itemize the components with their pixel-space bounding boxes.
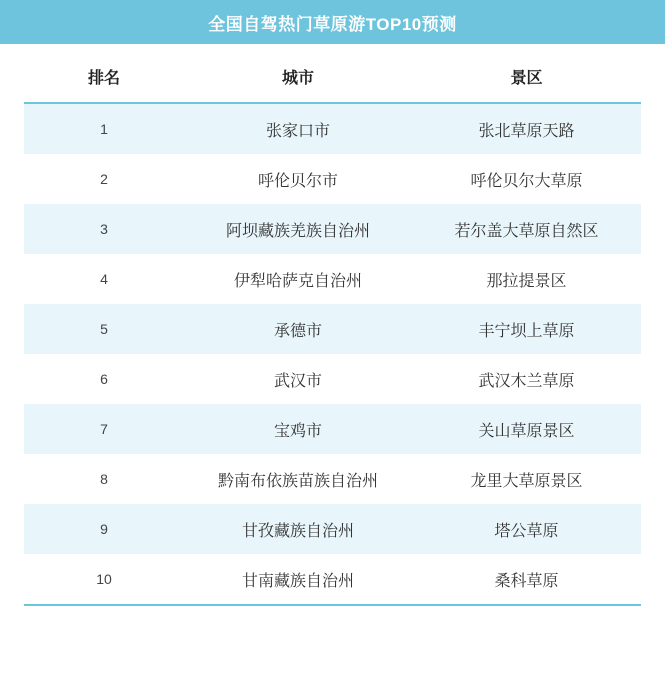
cell-city: 宝鸡市 [273,422,322,440]
cell-spot: 武汉木兰草原 [478,372,575,390]
cell-spot: 丰宁坝上草原 [478,322,575,340]
column-header-rank: 排名 [87,69,120,87]
cell-city: 伊犁哈萨克自治州 [233,272,362,290]
table-row [24,154,641,204]
cell-rank: 3 [100,221,108,237]
table-header-row [24,50,641,104]
table-row [24,204,641,254]
column-header-city: 城市 [281,69,314,87]
cell-city: 承德市 [273,322,322,340]
cell-city: 甘南藏族自治州 [241,572,354,590]
cell-city: 张家口市 [265,122,330,140]
cell-city: 黔南布依族苗族自治州 [217,472,378,490]
ranking-table [24,50,641,604]
table-row [24,454,641,504]
cell-rank: 10 [96,571,112,587]
cell-rank: 6 [100,371,108,387]
table-row [24,104,641,154]
cell-spot: 关山草原景区 [478,422,575,440]
cell-spot: 张北草原天路 [478,122,575,140]
page-title: 全国自驾热门草原游TOP10预测 [208,14,457,34]
cell-rank: 9 [100,521,108,537]
cell-spot: 若尔盖大草原自然区 [454,222,599,240]
cell-rank: 2 [100,171,108,187]
cell-city: 武汉市 [273,372,322,390]
table-row [24,504,641,554]
cell-city: 阿坝藏族羌族自治州 [225,222,370,240]
cell-rank: 7 [100,421,108,437]
cell-city: 呼伦贝尔市 [257,172,338,190]
table-row [24,254,641,304]
cell-rank: 8 [100,471,108,487]
cell-city: 甘孜藏族自治州 [241,522,354,540]
cell-spot: 桑科草原 [494,572,559,590]
table-row [24,304,641,354]
cell-spot: 塔公草原 [494,522,559,540]
cell-spot: 龙里大草原景区 [470,472,583,490]
table-bottom-rule [24,604,641,606]
cell-rank: 1 [100,121,108,137]
column-header-spot: 景区 [510,69,543,87]
table-body [24,104,641,604]
table-row [24,554,641,604]
cell-rank: 5 [100,321,108,337]
cell-spot: 那拉提景区 [486,272,567,290]
cell-rank: 4 [100,271,108,287]
table-row [24,404,641,454]
table-row [24,354,641,404]
cell-spot: 呼伦贝尔大草原 [470,172,583,190]
title-bar [0,0,665,44]
